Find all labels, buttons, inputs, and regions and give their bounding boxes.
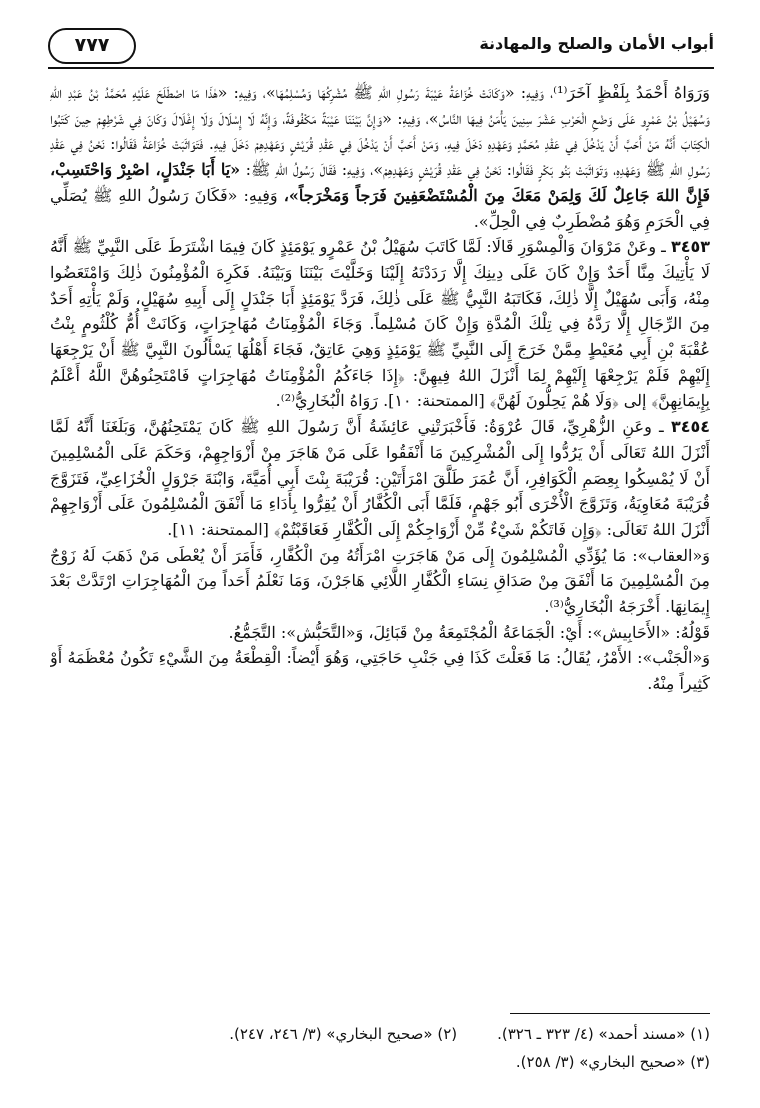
hadith-3453 [50, 234, 710, 414]
footnotes [50, 1020, 710, 1076]
running-title: أبواب الأمان والصلح والمهادنة [479, 34, 714, 53]
hadith-text: ـ وعَنْ مَرْوَانَ وَالْمِسْوَرِ قَالَا: لَمَّا كَاتَبَ سُهَيْلُ بْنُ عَمْرٍو يَوْمَئِذٍ كَانَ فِيمَا اشْتَرَطَ عَلَى النَّبِيِّ ﷺ أَنَّهُ لَا يَأْتِيكَ مِنَّا أَحَدٌ وَإِنْ كَانَ عَلَى دِينِكَ إِلَّا رَدَدْتَهُ إِلَيْنَا وَخَلَّيْتَ بَيْنَنَا وَبَيْنَهُ. فَكَرِهَ الْمُؤْمِنُونَ ذٰلِكَ وَامْتَعَضُوا مِنْهُ، وَأَبَى سُهَيْلٌ إِلَّا ذٰلِكَ، فَكَاتَبَهُ النَّبِيُّ ﷺ عَلَى ذٰلِكَ، فَرَدَّ يَوْمَئِذٍ أَبَا جَنْدَلٍ إِلَى أَبِيهِ سُهَيْلٍ، وَلَمْ يَأْتِهِ أَحَدٌ مِنَ الرِّجَالِ إِلَّا رَدَّهُ فِي تِلْكَ الْمُدَّةِ وَإِنْ كَانَ مُسْلِماً. وَجَاءَ الْمُؤْمِنَاتُ مُهَاجِرَاتٍ، وَكَانَتْ أُمُّ كُلْثُومٍ بِنْتُ عُقْبَةَ بْنِ أَبِي مُعَيْطٍ مِمَّنْ خَرَجَ إِلَى النَّبِيِّ ﷺ يَوْمَئِذٍ وَهِيَ عَاتِقٌ، فَجَاءَ أَهْلُهَا يَسْأَلُونَ النَّبِيَّ ﷺ أَنْ يَرْجِعَهَا إِلَيْهِمْ فَلَمْ يَرْجِعْهَا إِلَيْهِمْ لِمَا أَنْزَلَ اللهُ فِيهِنَّ: ﴿إِذَا جَاءَكُمُ الْمُؤْمِنَاتُ مُهَاجِرَاتٍ فَامْتَحِنُوهُنَّ اللَّهُ أَعْلَمُ بِإِيمَانِهِنَّ﴾ إلى ﴿وَلَا هُمْ يَحِلُّونَ لَهُنَّ﴾ [الممتحنة: ١٠]. رَوَاهُ الْبُخَارِيُّ⁽²⁾. [50, 237, 710, 411]
gloss-text: قَوْلُهُ: «الأَحَابِيش»: أَيْ: الْجَمَاعَةُ الْمُجْتَمِعَةُ مِنْ قَبَائِلَ، وَ«التَّحَبُّش»: التَّجَمُّعُ. [228, 622, 710, 642]
footnote-separator [510, 1013, 710, 1014]
hadith-3454 [50, 414, 710, 543]
page-header [48, 20, 714, 72]
page-number-badge: ٧٧٧ [48, 28, 136, 64]
main-text [50, 80, 710, 1008]
footnote-2: (٢) «صحيح البخاري» (٣/ ٢٤٦، ٢٤٧). [229, 1025, 458, 1043]
footnote-row [50, 1048, 710, 1076]
prophet-quote: «يَا أَبَا جَنْدَلٍ، اصْبِرْ وَاحْتَسِبْ، فَإِنَّ اللهَ جَاعِلٌ لَكَ وَلِمَنْ مَعَكَ مِنَ الْمُسْتَضْعَفِينَ فَرَجاً وَمَخْرَجاً»، [50, 160, 710, 205]
footnote-3: (٣) «صحيح البخاري» (٣/ ٢٥٨). [515, 1053, 710, 1071]
continuation-paragraph [50, 80, 710, 234]
gloss-text: وَ«الْجَنْب»: الأَمْرُ، يُقَالُ: مَا فَعَلْتَ كَذَا فِي جَنْبِ حَاجَتِي، وَهُوَ أَيْضاً: الْقِطْعَةُ مِنَ الشَّيْءِ تَكُونُ مُعْظَمَهُ أَوْ كَثِيراً مِنْهُ. [50, 648, 710, 694]
gloss-text: وَ«العقاب»: مَا يُؤَدِّي الْمُسْلِمُونَ إِلَى مَنْ هَاجَرَتِ امْرَأَتُهُ مِنَ الْكُفَّارِ، فَأَمَرَ أَنْ يُعْطَى مَنْ ذَهَبَ لَهُ زَوْجٌ مِنَ الْمُسْلِمِينَ مَا أَنْفَقَ مِنْ صَدَاقِ نِسَاءِ الْكُفَّارِ اللَّائِي هَاجَرْنَ، وَمَا نَعْلَمُ أَحَداً مِنَ الْمُهَاجِرَاتِ ارْتَدَّتْ بَعْدَ إِيمَانِهَا. أَخْرَجَهُ الْبُخَارِيُّ⁽³⁾. [50, 545, 710, 617]
hadith-text: ـ وعَنِ الزُّهْرِيِّ، قَالَ عُرْوَةُ: فَأَخْبَرَتْنِي عَائِشَةُ أَنَّ رَسُولَ اللهِ ﷺ كَانَ يَمْتَحِنُهُنَّ، وَبَلَغَنَا أَنَّهُ لَمَّا أَنْزَلَ اللهُ تَعَالَى أَنْ يَرُدُّوا إِلَى الْمُشْرِكِينَ مَا أَنْفَقُوا عَلَى مَنْ هَاجَرَ مِنْ أَزْوَاجِهِمْ، وَحَكَمَ عَلَى الْمُسْلِمِينَ أَنْ لَا يُمْسِكُوا بِعِصَمِ الْكَوَافِرِ، أَنَّ عُمَرَ طَلَّقَ امْرَأَتَيْنِ: قُرَيْبَةَ بِنْتَ أَبِي أُمَيَّةَ، وَابْنَةَ جَرْوَلٍ الْخُزَاعِيِّ، فَتَزَوَّجَ قُرَيْبَةَ مُعَاوِيَةُ، وَتَزَوَّجَ الْأُخْرَى أَبُو جَهْمٍ، فَلَمَّا أَبَى الْكُفَّارُ أَنْ يُقِرُّوا بِأَدَاءِ مَا أَنْفَقَ الْمُسْلِمُونَ عَلَى أَزْوَاجِهِمْ أَنْزَلَ اللهُ تَعَالَى: ﴿وَإِن فَاتَكُمْ شَيْءٌ مِّنْ أَزْوَاجِكُمْ إِلَى الْكُفَّارِ فَعَاقَبْتُمْ﴾ [الممتحنة: ١١]. [50, 417, 710, 539]
hadith-number: ٣٤٥٣ [670, 237, 710, 257]
hadith-number: ٣٤٥٤ [670, 417, 710, 437]
paragraph-tail: وَفِيهِ: «فَكَانَ رَسُولُ اللهِ ﷺ يُصَلِّي فِي الْحَرَمِ وَهُوَ مُضْطَرِبٌ فِي الْحِلِّ». [50, 185, 710, 231]
paragraph-text: وَرَوَاهُ أَحْمَدُ بِلَفْظٍ آخَرَ⁽¹⁾، وَفِيهِ: «وَكَانَتْ خُزَاعَةُ عَيْبَةَ رَسُولِ اللهِ ﷺ مُشْرِكُهَا وَمُسْلِمُهَا»، وَفِيهِ: «هٰذَا مَا اصْطَلَحَ عَلَيْهِ مُحَمَّدُ بْنُ عَبْدِ اللهِ وَسُهَيْلُ بْنُ عَمْرٍو عَلَى وَضْعِ الْحَرْبِ عَشْرَ سِنِينَ يَأْمَنُ فِيهَا النَّاسُ»، وَفِيهِ: «وَإِنَّ بَيْنَنَا عَيْبَةً مَكْفُوفَةً، وَإِنَّهُ لَا إِسْلَالَ وَلَا إِغْلَالَ وَكَانَ فِي شَرْطِهِمْ حِينَ كَتَبُوا الْكِتَابَ أَنَّهُ مَنْ أَحَبَّ أَنْ يَدْخُلَ فِي عَقْدِ مُحَمَّدٍ وَعَهْدِهِ دَخَلَ فِيهِ، وَمَنْ أَحَبَّ أَنْ يَدْخُلَ فِي عَقْدِ قُرَيْشٍ وَعَهْدِهِمْ دَخَلَ فِيهِ. فَتَوَاثَبَتْ خُزَاعَةُ فَقَالُوا: نَحْنُ فِي عَقْدِ رَسُولِ اللهِ ﷺ وَعَهْدِهِ، وَتَوَاثَبَتْ بَنُو بَكْرٍ فَقَالُوا: نَحْنُ فِي عَقْدِ قُرَيْشٍ وَعَهْدِهِمْ»، وَفِيهِ: فَقَالَ رَسُولُ اللهِ ﷺ: [50, 83, 710, 180]
gloss-ahabish [50, 620, 710, 646]
footnote-1: (١) «مسند أحمد» (٤/ ٣٢٣ ـ ٣٢٦). [497, 1025, 710, 1043]
gloss-iqab [50, 543, 710, 620]
gloss-janb [50, 645, 710, 696]
header-rule [48, 67, 714, 69]
footnote-row [50, 1020, 710, 1048]
